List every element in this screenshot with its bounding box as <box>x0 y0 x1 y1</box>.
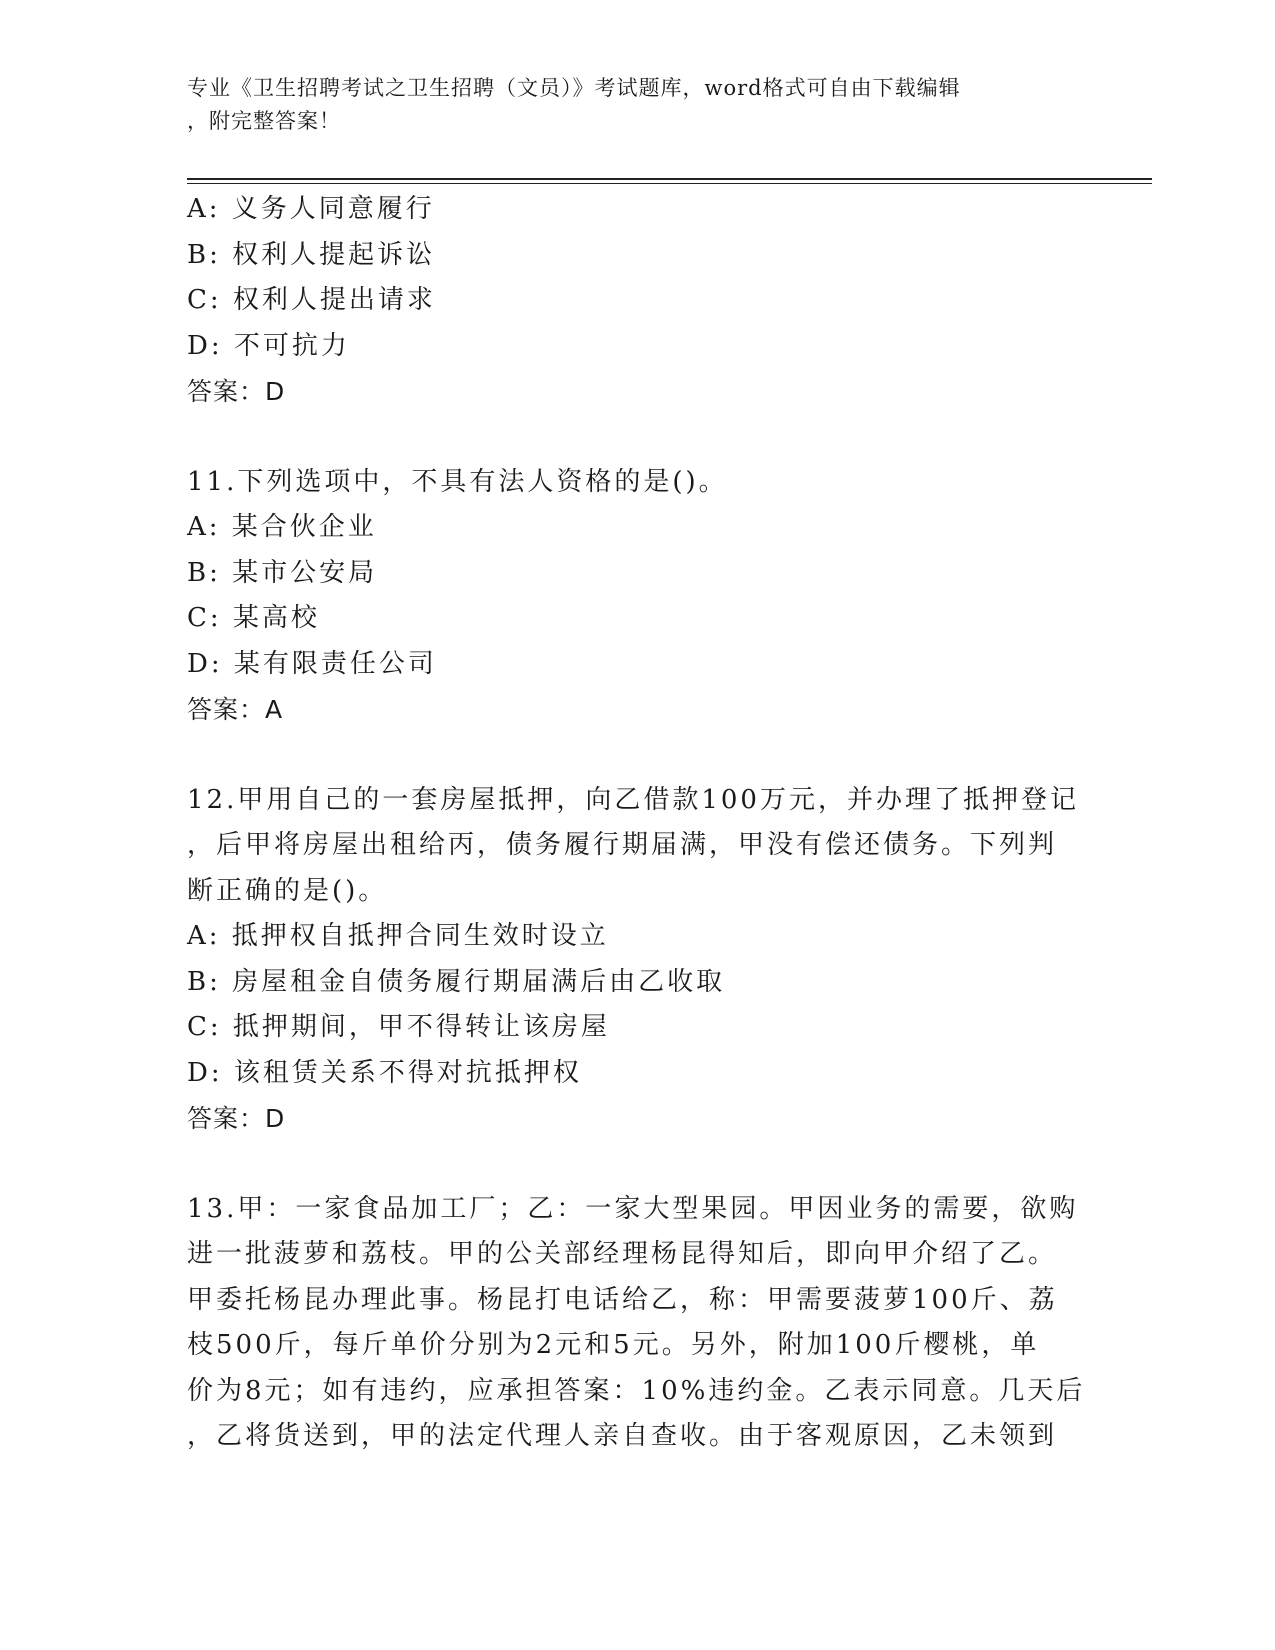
question-title-line-4: 枝500斤，每斤单价分别为2元和5元。另外，附加100斤樱桃，单 <box>187 1330 1040 1360</box>
header-divider-thin <box>187 183 1152 184</box>
option-b: B: 权利人提起诉讼 <box>187 239 436 270</box>
question-title-line-3: 断正确的是()。 <box>187 875 388 906</box>
option-c: C: 权利人提出请求 <box>187 285 436 315</box>
question-title-line-2: 进一批菠萝和荔枝。甲的公关部经理杨昆得知后，即向甲介绍了乙。 <box>187 1239 1058 1269</box>
option-c: C: 某高校 <box>187 603 320 633</box>
option-b: B: 房屋租金自债务履行期届满后由乙收取 <box>187 966 726 997</box>
question-10 <box>187 187 1087 415</box>
spacer <box>187 415 1087 460</box>
question-list <box>187 187 1087 1460</box>
spacer <box>187 1142 1087 1187</box>
option-d: D: 不可抗力 <box>187 330 350 361</box>
header-line-1: 专业《卫生招聘考试之卫生招聘（文员）》考试题库，word格式可自由下载编辑 <box>187 76 961 100</box>
option-d: D: 该租赁关系不得对抗抵押权 <box>187 1057 582 1088</box>
question-title-line-5: 价为8元；如有违约，应承担答案：10%违约金。乙表示同意。几天后 <box>187 1375 1086 1406</box>
answer: 答案：D <box>187 1104 286 1133</box>
question-title: 11.下列选项中，不具有法人资格的是()。 <box>187 466 728 497</box>
option-a: A: 抵押权自抵押合同生效时设立 <box>187 921 609 951</box>
header-line-2: ，附完整答案！ <box>187 109 341 133</box>
answer: 答案：A <box>187 695 284 724</box>
document-header <box>187 72 1067 138</box>
question-12 <box>187 778 1087 1142</box>
question-13 <box>187 1187 1087 1460</box>
question-title-line-2: ，后甲将房屋出租给丙，债务履行期届满，甲没有偿还债务。下列判 <box>187 830 1058 860</box>
question-title-line-3: 甲委托杨昆办理此事。杨昆打电话给乙，称：甲需要菠萝100斤、荔 <box>187 1284 1058 1315</box>
question-11 <box>187 460 1087 733</box>
spacer <box>187 733 1087 778</box>
option-a: A: 义务人同意履行 <box>187 194 435 224</box>
option-d: D: 某有限责任公司 <box>187 648 437 679</box>
question-title-line-1: 13.甲：一家食品加工厂；乙：一家大型果园。甲因业务的需要，欲购 <box>187 1193 1079 1224</box>
option-a: A: 某合伙企业 <box>187 512 377 542</box>
answer: 答案：D <box>187 377 286 406</box>
header-divider-thick <box>187 178 1152 180</box>
option-b: B: 某市公安局 <box>187 557 378 588</box>
question-title-line-1: 12.甲用自己的一套房屋抵押，向乙借款100万元，并办理了抵押登记 <box>187 784 1079 815</box>
question-title-line-6: ，乙将货送到，甲的法定代理人亲自查收。由于客观原因，乙未领到 <box>187 1421 1058 1451</box>
option-c: C: 抵押期间，甲不得转让该房屋 <box>187 1012 610 1042</box>
